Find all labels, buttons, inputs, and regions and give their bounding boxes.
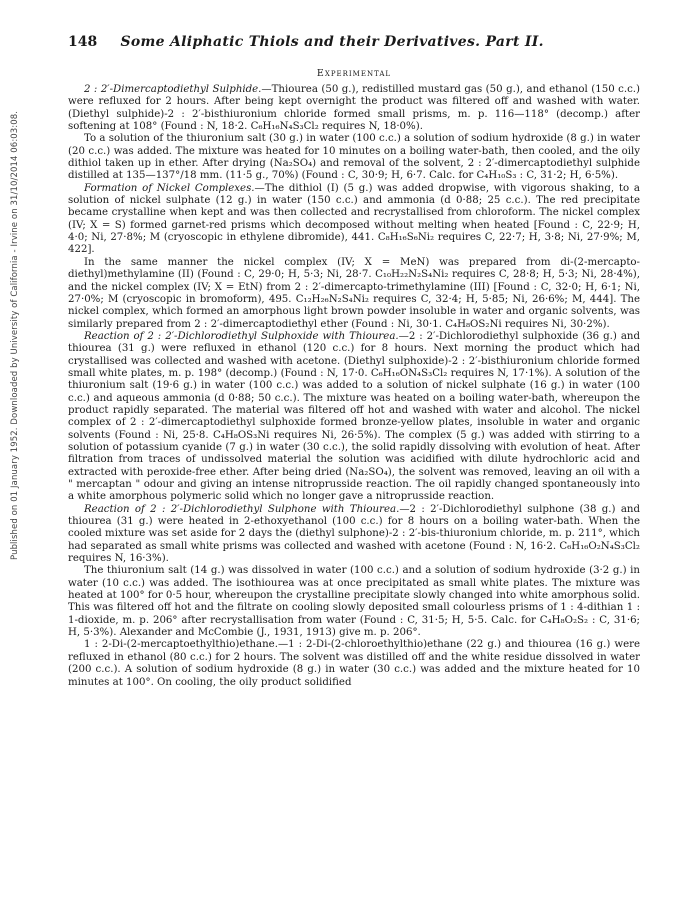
paragraph	[68, 183, 640, 257]
paragraph-text: 2 : 2′-Dichlorodiethyl sulphone (38 g.) and thiourea (31 g.) were heated in 2-ethoxyethanol (100 c.c.) for 8 hours on a boiling water-bath. When the cooled mixture was set aside for 2 days the (diethyl sulphone)-2 : 2′-bis-thiuronium chloride, m. p. 211°, which had separated as small white prisms was collected and washed with acetone (Found : N, 16·2. C₆H₁₆O₂N₄S₃Cl₂ requires N, 16·3%).	[68, 503, 641, 565]
running-title: Some Aliphatic Thiols and their Derivatives. Part II.	[120, 34, 544, 50]
paragraph-title: Formation of Nickel Complexes.—	[84, 182, 265, 194]
paragraph-title: Reaction of 2 : 2′-Dichlorodiethyl Sulphone with Thiourea.—	[84, 503, 410, 515]
paragraph-text: In the same manner the nickel complex (IV; X = MeN) was prepared from di-(2-mercapto-diethyl)methylamine (II) (Found : C, 29·0; H, 5·3; Ni, 28·7. C₁₀H₂₂N₂S₄Ni₂ requires C, 28·8; H, 5·3; Ni, 28·4%), and the nickel complex (IV; X = EtN) from 2 : 2′-dimercapto-trimethylamine (III) [Found : C, 32·0; H, 6·1; Ni, 27·0%; M (cryoscopic in bromoform), 495. C₁₂H₂₆N₂S₄Ni₂ requires C, 32·4; H, 5·85; Ni, 26·6%; M, 444]. The nickel complex, which formed an amorphous light brown powder insoluble in water and organic solvents, was similarly prepared from 2 : 2′-dimercaptodiethyl ether (Found : Ni, 30·1. C₄H₈OS₂Ni requires Ni, 30·2%).	[68, 256, 640, 330]
paragraph	[68, 565, 640, 639]
paragraph	[68, 504, 640, 566]
paragraph	[68, 331, 640, 504]
page-number: 148	[68, 34, 98, 50]
paragraph-text: 1 : 2-Di-(2-mercaptoethylthio)ethane.—1 : 2-Di-(2-chloroethylthio)ethane (22 g.) and thiourea (16 g.) were refluxed in ethanol (80 c.c.) for 2 hours. The solvent was distilled off and the white residue dissolved in water (200 c.c.). A solution of sodium hydroxide (8 g.) in water (30 c.c.) was added and the mixture heated for 10 minutes at 100°. On cooling, the oily product solidified	[68, 639, 640, 688]
page-header	[68, 32, 628, 52]
paragraph-text: Thiourea (50 g.), redistilled mustard gas (50 g.), and ethanol (150 c.c.) were refluxed for 2 hours. After being kept overnight the product was filtered off and washed with water. (Diethyl sulphide)-2 : 2′-bisthiuronium chloride formed small prisms, m. p. 116—118° (decomp.) after softening at 108° (Found : N, 18·2. C₆H₁₆N₄S₃Cl₂ requires N, 18·0%).	[68, 84, 640, 133]
download-notice	[2, 0, 18, 913]
paragraph	[68, 133, 640, 182]
paragraph	[68, 257, 640, 331]
article-body	[68, 68, 640, 689]
paragraph	[68, 84, 640, 133]
paragraph-text: The thiuronium salt (14 g.) was dissolved in water (100 c.c.) and a solution of sodium hydroxide (3·2 g.) in water (10 c.c.) was added. The isothiourea was at once precipitated as small white plates. The mixture was heated at 100° for 0·5 hour, whereupon the crystalline precipitate slowly changed into white amorphous solid. This was filtered off hot and the filtrate on cooling slowly deposited small colourless prisms of 1 : 4-dithian 1 : 1-dioxide, m. p. 206° after recrystallisation from water (Found : C, 31·5; H, 5·5. Calc. for C₄H₈O₂S₂ : C, 31·6; H, 5·3%). Alexander and McCombie (J., 1931, 1913) give m. p. 206°.	[68, 565, 640, 639]
download-notice-text: Published on 01 January 1952. Downloaded by University of California - Irvine on 31/10/2014 06:03:08.	[10, 110, 20, 560]
paragraph	[68, 639, 640, 688]
paragraph-text: To a solution of the thiuronium salt (30 g.) in water (100 c.c.) a solution of sodium hydroxide (8 g.) in water (20 c.c.) was added. The mixture was heated for 10 minutes on a boiling water-bath, then cooled, and the oily dithiol taken up in ether. After drying (Na₂SO₄) and removal of the solvent, 2 : 2′-dimercaptodiethyl sulphide distilled at 135—137°/18 mm. (11·5 g., 70%) (Found : C, 30·9; H, 6·7. Calc. for C₄H₁₀S₃ : C, 31·2; H, 6·5%).	[68, 133, 640, 182]
paragraph-title: Reaction of 2 : 2′-Dichlorodiethyl Sulphoxide with Thiourea.—	[84, 330, 409, 342]
paragraph-title: 2 : 2′-Dimercaptodiethyl Sulphide.—	[84, 84, 272, 95]
paragraph-text: 2 : 2′-Dichlorodiethyl sulphoxide (36 g.) and thiourea (31 g.) were refluxed in ethanol (120 c.c.) for 8 hours. Next morning the product which had crystallised was collected and washed with acetone. (Diethyl sulphoxide)-2 : 2′-bisthiuronium chloride formed small white plates, m. p. 198° (decomp.) (Found : N, 17·0. C₆H₁₆ON₄S₃Cl₂ requires N, 17·1%). A solution of the thiuronium salt (19·6 g.) in water (100 c.c.) was added to a solution of nickel sulphate (16 g.) in water (100 c.c.) and aqueous ammonia (d 0·88; 50 c.c.). The mixture was heated on a boiling water-bath, whereupon the product rapidly separated. The material was filtered off hot and washed with water and alcohol. The nickel complex of 2 : 2′-dimercaptodiethyl sulphoxide formed bronze-yellow plates, insoluble in water and organic solvents (Found : Ni, 25·8. C₄H₈OS₃Ni requires Ni, 26·5%). The complex (5 g.) was added with stirring to a solution of potassium cyanide (7 g.) in water (30 c.c.), the solid rapidly dissolving with evolution of heat. After filtration from traces of undissolved material the solution was acidified with dilute hydrochloric acid and extracted with peroxide-free ether. After being dried (Na₂SO₄), the solvent was removed, leaving an oil with a " mercaptan " odour and giving an intense nitroprusside reaction. The oil rapidly changed spontaneously into a white amorphous polymeric solid which no longer gave a nitroprusside reaction.	[68, 330, 640, 503]
paragraph-text: The dithiol (I) (5 g.) was added dropwise, with vigorous shaking, to a solution of nickel sulphate (12 g.) in water (150 c.c.) and ammonia (d 0·88; 25 c.c.). The red precipitate became crystalline when kept and was then collected and recrystallised from chloroform. The nickel complex (IV; X = S) formed garnet-red prisms which decomposed without melting when heated [Found : C, 22·9; H, 4·0; Ni, 27·8%; M (cryoscopic in ethylene dibromide), 441. C₈H₁₆S₆Ni₂ requires C, 22·7; H, 3·8; Ni, 27·9%; M, 422].	[68, 182, 640, 256]
section-heading: Experimental	[316, 68, 392, 79]
